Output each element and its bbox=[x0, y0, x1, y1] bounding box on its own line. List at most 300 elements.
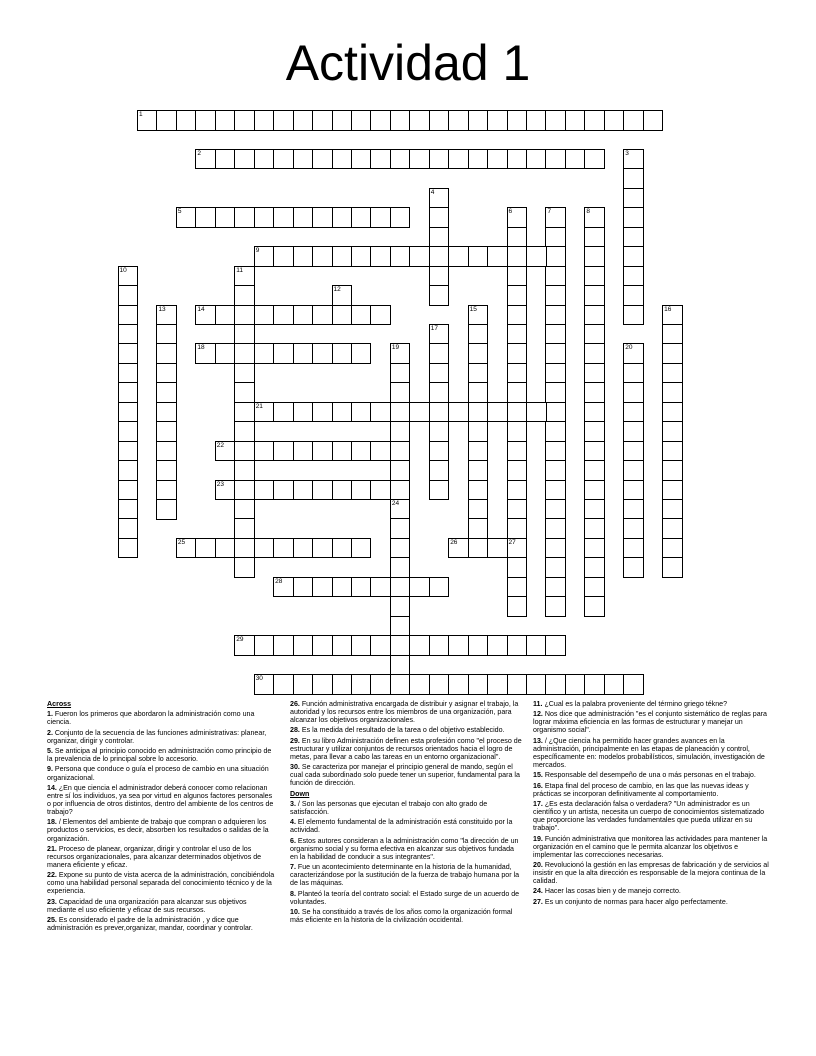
crossword-cell[interactable] bbox=[293, 305, 314, 326]
crossword-cell[interactable] bbox=[293, 246, 314, 267]
crossword-cell[interactable] bbox=[332, 246, 353, 267]
crossword-cell[interactable] bbox=[623, 674, 644, 695]
crossword-cell[interactable] bbox=[351, 674, 372, 695]
crossword-cell[interactable] bbox=[545, 635, 566, 656]
crossword-cell[interactable] bbox=[254, 402, 275, 423]
crossword-cell[interactable] bbox=[176, 538, 197, 559]
crossword-cell[interactable] bbox=[448, 538, 469, 559]
crossword-cell[interactable] bbox=[545, 441, 566, 462]
crossword-cell[interactable] bbox=[584, 363, 605, 384]
crossword-cell[interactable] bbox=[351, 402, 372, 423]
crossword-cell[interactable] bbox=[429, 246, 450, 267]
crossword-cell[interactable] bbox=[254, 674, 275, 695]
crossword-cell[interactable] bbox=[370, 402, 391, 423]
crossword-cell[interactable] bbox=[332, 538, 353, 559]
crossword-cell[interactable] bbox=[234, 557, 255, 578]
crossword-cell[interactable] bbox=[429, 577, 450, 598]
crossword-cell[interactable] bbox=[273, 207, 294, 228]
crossword-cell[interactable] bbox=[234, 441, 255, 462]
crossword-cell[interactable] bbox=[448, 246, 469, 267]
crossword-cell[interactable] bbox=[195, 110, 216, 131]
crossword-cell[interactable] bbox=[584, 110, 605, 131]
crossword-cell[interactable] bbox=[293, 538, 314, 559]
crossword-cell[interactable] bbox=[468, 343, 489, 364]
crossword-cell[interactable] bbox=[584, 441, 605, 462]
crossword-cell[interactable] bbox=[507, 207, 528, 228]
crossword-cell[interactable] bbox=[468, 324, 489, 345]
crossword-cell[interactable] bbox=[623, 402, 644, 423]
crossword-cell[interactable] bbox=[390, 343, 411, 364]
crossword-cell[interactable] bbox=[429, 110, 450, 131]
crossword-cell[interactable] bbox=[545, 246, 566, 267]
crossword-cell[interactable] bbox=[332, 441, 353, 462]
crossword-cell[interactable] bbox=[584, 246, 605, 267]
crossword-cell[interactable] bbox=[273, 246, 294, 267]
crossword-cell[interactable] bbox=[662, 441, 683, 462]
crossword-cell[interactable] bbox=[234, 402, 255, 423]
crossword-cell[interactable] bbox=[254, 480, 275, 501]
crossword-cell[interactable] bbox=[370, 110, 391, 131]
crossword-cell[interactable] bbox=[545, 227, 566, 248]
crossword-cell[interactable] bbox=[195, 343, 216, 364]
crossword-cell[interactable] bbox=[448, 674, 469, 695]
crossword-cell[interactable] bbox=[156, 363, 177, 384]
crossword-cell[interactable] bbox=[545, 363, 566, 384]
crossword-cell[interactable] bbox=[468, 402, 489, 423]
crossword-cell[interactable] bbox=[254, 538, 275, 559]
crossword-cell[interactable] bbox=[662, 402, 683, 423]
crossword-cell[interactable] bbox=[662, 538, 683, 559]
crossword-cell[interactable] bbox=[507, 266, 528, 287]
crossword-cell[interactable] bbox=[254, 305, 275, 326]
crossword-cell[interactable] bbox=[584, 324, 605, 345]
crossword-cell[interactable] bbox=[429, 674, 450, 695]
crossword-cell[interactable] bbox=[234, 635, 255, 656]
crossword-cell[interactable] bbox=[545, 110, 566, 131]
crossword-cell[interactable] bbox=[545, 421, 566, 442]
crossword-cell[interactable] bbox=[487, 538, 508, 559]
crossword-cell[interactable] bbox=[254, 110, 275, 131]
crossword-cell[interactable] bbox=[370, 207, 391, 228]
crossword-cell[interactable] bbox=[215, 305, 236, 326]
crossword-cell[interactable] bbox=[545, 577, 566, 598]
crossword-cell[interactable] bbox=[273, 674, 294, 695]
crossword-cell[interactable] bbox=[390, 557, 411, 578]
crossword-cell[interactable] bbox=[545, 266, 566, 287]
crossword-cell[interactable] bbox=[429, 402, 450, 423]
crossword-cell[interactable] bbox=[429, 363, 450, 384]
crossword-cell[interactable] bbox=[215, 343, 236, 364]
crossword-cell[interactable] bbox=[409, 577, 430, 598]
crossword-cell[interactable] bbox=[468, 538, 489, 559]
crossword-cell[interactable] bbox=[312, 207, 333, 228]
crossword-cell[interactable] bbox=[623, 266, 644, 287]
crossword-cell[interactable] bbox=[623, 480, 644, 501]
crossword-cell[interactable] bbox=[429, 149, 450, 170]
crossword-cell[interactable] bbox=[507, 421, 528, 442]
crossword-cell[interactable] bbox=[526, 149, 547, 170]
crossword-cell[interactable] bbox=[545, 149, 566, 170]
crossword-cell[interactable] bbox=[623, 421, 644, 442]
crossword-cell[interactable] bbox=[429, 421, 450, 442]
crossword-cell[interactable] bbox=[662, 382, 683, 403]
crossword-cell[interactable] bbox=[156, 499, 177, 520]
crossword-cell[interactable] bbox=[409, 635, 430, 656]
crossword-cell[interactable] bbox=[429, 266, 450, 287]
crossword-cell[interactable] bbox=[390, 577, 411, 598]
crossword-cell[interactable] bbox=[312, 149, 333, 170]
crossword-cell[interactable] bbox=[487, 149, 508, 170]
crossword-cell[interactable] bbox=[429, 441, 450, 462]
crossword-cell[interactable] bbox=[623, 188, 644, 209]
crossword-cell[interactable] bbox=[351, 246, 372, 267]
crossword-cell[interactable] bbox=[312, 305, 333, 326]
crossword-cell[interactable] bbox=[215, 480, 236, 501]
crossword-cell[interactable] bbox=[468, 674, 489, 695]
crossword-cell[interactable] bbox=[507, 343, 528, 364]
crossword-cell[interactable] bbox=[584, 577, 605, 598]
crossword-cell[interactable] bbox=[351, 538, 372, 559]
crossword-cell[interactable] bbox=[545, 207, 566, 228]
crossword-cell[interactable] bbox=[468, 110, 489, 131]
crossword-cell[interactable] bbox=[468, 441, 489, 462]
crossword-cell[interactable] bbox=[118, 518, 139, 539]
crossword-cell[interactable] bbox=[390, 674, 411, 695]
crossword-cell[interactable] bbox=[507, 285, 528, 306]
crossword-cell[interactable] bbox=[332, 343, 353, 364]
crossword-cell[interactable] bbox=[623, 382, 644, 403]
crossword-cell[interactable] bbox=[156, 460, 177, 481]
crossword-cell[interactable] bbox=[390, 655, 411, 676]
crossword-cell[interactable] bbox=[195, 207, 216, 228]
crossword-cell[interactable] bbox=[623, 518, 644, 539]
crossword-cell[interactable] bbox=[156, 110, 177, 131]
crossword-cell[interactable] bbox=[545, 382, 566, 403]
crossword-cell[interactable] bbox=[662, 363, 683, 384]
crossword-cell[interactable] bbox=[370, 441, 391, 462]
crossword-cell[interactable] bbox=[390, 363, 411, 384]
crossword-cell[interactable] bbox=[312, 577, 333, 598]
crossword-cell[interactable] bbox=[351, 110, 372, 131]
crossword-cell[interactable] bbox=[662, 499, 683, 520]
crossword-cell[interactable] bbox=[332, 110, 353, 131]
crossword-cell[interactable] bbox=[176, 110, 197, 131]
crossword-cell[interactable] bbox=[156, 324, 177, 345]
crossword-cell[interactable] bbox=[351, 635, 372, 656]
crossword-cell[interactable] bbox=[118, 363, 139, 384]
crossword-cell[interactable] bbox=[429, 285, 450, 306]
crossword-cell[interactable] bbox=[390, 616, 411, 637]
crossword-cell[interactable] bbox=[507, 635, 528, 656]
crossword-cell[interactable] bbox=[254, 343, 275, 364]
crossword-cell[interactable] bbox=[312, 635, 333, 656]
crossword-cell[interactable] bbox=[604, 674, 625, 695]
crossword-cell[interactable] bbox=[234, 207, 255, 228]
crossword-cell[interactable] bbox=[545, 538, 566, 559]
crossword-cell[interactable] bbox=[156, 305, 177, 326]
crossword-cell[interactable] bbox=[370, 674, 391, 695]
crossword-cell[interactable] bbox=[370, 577, 391, 598]
crossword-cell[interactable] bbox=[293, 149, 314, 170]
crossword-cell[interactable] bbox=[118, 382, 139, 403]
crossword-cell[interactable] bbox=[234, 285, 255, 306]
crossword-cell[interactable] bbox=[409, 246, 430, 267]
crossword-cell[interactable] bbox=[234, 382, 255, 403]
crossword-cell[interactable] bbox=[643, 110, 664, 131]
crossword-cell[interactable] bbox=[429, 207, 450, 228]
crossword-cell[interactable] bbox=[390, 207, 411, 228]
crossword-cell[interactable] bbox=[293, 480, 314, 501]
crossword-cell[interactable] bbox=[507, 110, 528, 131]
crossword-cell[interactable] bbox=[429, 480, 450, 501]
crossword-cell[interactable] bbox=[468, 421, 489, 442]
crossword-cell[interactable] bbox=[507, 382, 528, 403]
crossword-cell[interactable] bbox=[390, 518, 411, 539]
crossword-cell[interactable] bbox=[195, 538, 216, 559]
crossword-cell[interactable] bbox=[545, 285, 566, 306]
crossword-cell[interactable] bbox=[332, 285, 353, 306]
crossword-cell[interactable] bbox=[507, 363, 528, 384]
crossword-cell[interactable] bbox=[118, 538, 139, 559]
crossword-cell[interactable] bbox=[662, 557, 683, 578]
crossword-cell[interactable] bbox=[293, 110, 314, 131]
crossword-cell[interactable] bbox=[507, 480, 528, 501]
crossword-cell[interactable] bbox=[390, 441, 411, 462]
crossword-cell[interactable] bbox=[390, 110, 411, 131]
crossword-cell[interactable] bbox=[156, 441, 177, 462]
crossword-cell[interactable] bbox=[545, 499, 566, 520]
crossword-cell[interactable] bbox=[468, 480, 489, 501]
crossword-cell[interactable] bbox=[118, 402, 139, 423]
crossword-cell[interactable] bbox=[390, 499, 411, 520]
crossword-cell[interactable] bbox=[390, 596, 411, 617]
crossword-cell[interactable] bbox=[254, 207, 275, 228]
crossword-cell[interactable] bbox=[623, 305, 644, 326]
crossword-cell[interactable] bbox=[584, 149, 605, 170]
crossword-cell[interactable] bbox=[234, 538, 255, 559]
crossword-cell[interactable] bbox=[254, 149, 275, 170]
crossword-cell[interactable] bbox=[623, 441, 644, 462]
crossword-cell[interactable] bbox=[448, 110, 469, 131]
crossword-cell[interactable] bbox=[623, 227, 644, 248]
crossword-cell[interactable] bbox=[234, 363, 255, 384]
crossword-cell[interactable] bbox=[156, 421, 177, 442]
crossword-cell[interactable] bbox=[176, 207, 197, 228]
crossword-cell[interactable] bbox=[507, 460, 528, 481]
crossword-cell[interactable] bbox=[118, 441, 139, 462]
crossword-cell[interactable] bbox=[273, 635, 294, 656]
crossword-cell[interactable] bbox=[526, 110, 547, 131]
crossword-cell[interactable] bbox=[293, 674, 314, 695]
crossword-cell[interactable] bbox=[526, 674, 547, 695]
crossword-cell[interactable] bbox=[332, 480, 353, 501]
crossword-cell[interactable] bbox=[332, 577, 353, 598]
crossword-cell[interactable] bbox=[545, 518, 566, 539]
crossword-cell[interactable] bbox=[545, 480, 566, 501]
crossword-cell[interactable] bbox=[584, 382, 605, 403]
crossword-cell[interactable] bbox=[351, 480, 372, 501]
crossword-cell[interactable] bbox=[409, 149, 430, 170]
crossword-cell[interactable] bbox=[215, 149, 236, 170]
crossword-cell[interactable] bbox=[429, 343, 450, 364]
crossword-cell[interactable] bbox=[273, 538, 294, 559]
crossword-cell[interactable] bbox=[507, 518, 528, 539]
crossword-cell[interactable] bbox=[584, 343, 605, 364]
crossword-cell[interactable] bbox=[429, 324, 450, 345]
crossword-cell[interactable] bbox=[584, 557, 605, 578]
crossword-cell[interactable] bbox=[370, 246, 391, 267]
crossword-cell[interactable] bbox=[584, 402, 605, 423]
crossword-cell[interactable] bbox=[351, 343, 372, 364]
crossword-cell[interactable] bbox=[526, 635, 547, 656]
crossword-cell[interactable] bbox=[312, 480, 333, 501]
crossword-cell[interactable] bbox=[273, 305, 294, 326]
crossword-cell[interactable] bbox=[215, 441, 236, 462]
crossword-cell[interactable] bbox=[584, 499, 605, 520]
crossword-cell[interactable] bbox=[468, 460, 489, 481]
crossword-cell[interactable] bbox=[468, 518, 489, 539]
crossword-cell[interactable] bbox=[507, 577, 528, 598]
crossword-cell[interactable] bbox=[409, 674, 430, 695]
crossword-cell[interactable] bbox=[332, 305, 353, 326]
crossword-cell[interactable] bbox=[526, 246, 547, 267]
crossword-cell[interactable] bbox=[254, 441, 275, 462]
crossword-cell[interactable] bbox=[390, 538, 411, 559]
crossword-cell[interactable] bbox=[312, 246, 333, 267]
crossword-cell[interactable] bbox=[156, 343, 177, 364]
crossword-cell[interactable] bbox=[118, 305, 139, 326]
crossword-cell[interactable] bbox=[429, 460, 450, 481]
crossword-cell[interactable] bbox=[273, 402, 294, 423]
crossword-cell[interactable] bbox=[507, 557, 528, 578]
crossword-cell[interactable] bbox=[468, 499, 489, 520]
crossword-cell[interactable] bbox=[507, 674, 528, 695]
crossword-cell[interactable] bbox=[507, 227, 528, 248]
crossword-cell[interactable] bbox=[545, 557, 566, 578]
crossword-cell[interactable] bbox=[312, 343, 333, 364]
crossword-cell[interactable] bbox=[584, 421, 605, 442]
crossword-cell[interactable] bbox=[545, 324, 566, 345]
crossword-cell[interactable] bbox=[234, 324, 255, 345]
crossword-cell[interactable] bbox=[332, 674, 353, 695]
crossword-cell[interactable] bbox=[584, 266, 605, 287]
crossword-cell[interactable] bbox=[273, 441, 294, 462]
crossword-cell[interactable] bbox=[429, 382, 450, 403]
crossword-cell[interactable] bbox=[584, 305, 605, 326]
crossword-cell[interactable] bbox=[156, 480, 177, 501]
crossword-cell[interactable] bbox=[118, 285, 139, 306]
crossword-cell[interactable] bbox=[584, 227, 605, 248]
crossword-cell[interactable] bbox=[312, 402, 333, 423]
crossword-cell[interactable] bbox=[118, 460, 139, 481]
crossword-cell[interactable] bbox=[254, 246, 275, 267]
crossword-cell[interactable] bbox=[565, 149, 586, 170]
crossword-cell[interactable] bbox=[623, 557, 644, 578]
crossword-cell[interactable] bbox=[293, 441, 314, 462]
crossword-cell[interactable] bbox=[370, 635, 391, 656]
crossword-cell[interactable] bbox=[293, 343, 314, 364]
crossword-cell[interactable] bbox=[507, 402, 528, 423]
crossword-cell[interactable] bbox=[390, 149, 411, 170]
crossword-cell[interactable] bbox=[623, 168, 644, 189]
crossword-cell[interactable] bbox=[312, 674, 333, 695]
crossword-cell[interactable] bbox=[448, 402, 469, 423]
crossword-cell[interactable] bbox=[234, 266, 255, 287]
crossword-cell[interactable] bbox=[487, 110, 508, 131]
crossword-cell[interactable] bbox=[584, 596, 605, 617]
crossword-cell[interactable] bbox=[623, 246, 644, 267]
crossword-cell[interactable] bbox=[623, 343, 644, 364]
crossword-cell[interactable] bbox=[662, 305, 683, 326]
crossword-cell[interactable] bbox=[215, 538, 236, 559]
crossword-cell[interactable] bbox=[487, 246, 508, 267]
crossword-cell[interactable] bbox=[662, 460, 683, 481]
crossword-cell[interactable] bbox=[273, 149, 294, 170]
crossword-cell[interactable] bbox=[468, 382, 489, 403]
crossword-cell[interactable] bbox=[429, 635, 450, 656]
crossword-cell[interactable] bbox=[293, 577, 314, 598]
crossword-cell[interactable] bbox=[351, 305, 372, 326]
crossword-cell[interactable] bbox=[565, 110, 586, 131]
crossword-cell[interactable] bbox=[215, 110, 236, 131]
crossword-cell[interactable] bbox=[468, 246, 489, 267]
crossword-cell[interactable] bbox=[584, 207, 605, 228]
crossword-cell[interactable] bbox=[584, 460, 605, 481]
crossword-cell[interactable] bbox=[234, 499, 255, 520]
crossword-cell[interactable] bbox=[468, 635, 489, 656]
crossword-cell[interactable] bbox=[234, 110, 255, 131]
crossword-cell[interactable] bbox=[332, 207, 353, 228]
crossword-cell[interactable] bbox=[351, 149, 372, 170]
crossword-cell[interactable] bbox=[623, 285, 644, 306]
crossword-cell[interactable] bbox=[623, 110, 644, 131]
crossword-cell[interactable] bbox=[234, 518, 255, 539]
crossword-cell[interactable] bbox=[507, 149, 528, 170]
crossword-cell[interactable] bbox=[351, 207, 372, 228]
crossword-cell[interactable] bbox=[156, 382, 177, 403]
crossword-cell[interactable] bbox=[234, 460, 255, 481]
crossword-cell[interactable] bbox=[623, 207, 644, 228]
crossword-cell[interactable] bbox=[351, 577, 372, 598]
crossword-cell[interactable] bbox=[662, 421, 683, 442]
crossword-cell[interactable] bbox=[429, 188, 450, 209]
crossword-cell[interactable] bbox=[545, 596, 566, 617]
crossword-cell[interactable] bbox=[273, 343, 294, 364]
crossword-cell[interactable] bbox=[487, 674, 508, 695]
crossword-cell[interactable] bbox=[351, 441, 372, 462]
crossword-cell[interactable] bbox=[662, 343, 683, 364]
crossword-cell[interactable] bbox=[662, 518, 683, 539]
crossword-cell[interactable] bbox=[215, 207, 236, 228]
crossword-cell[interactable] bbox=[312, 110, 333, 131]
crossword-cell[interactable] bbox=[332, 149, 353, 170]
crossword-cell[interactable] bbox=[390, 382, 411, 403]
crossword-cell[interactable] bbox=[584, 674, 605, 695]
crossword-cell[interactable] bbox=[662, 480, 683, 501]
crossword-cell[interactable] bbox=[293, 207, 314, 228]
crossword-cell[interactable] bbox=[604, 110, 625, 131]
crossword-cell[interactable] bbox=[390, 246, 411, 267]
crossword-cell[interactable] bbox=[273, 480, 294, 501]
crossword-cell[interactable] bbox=[623, 460, 644, 481]
crossword-cell[interactable] bbox=[273, 110, 294, 131]
crossword-cell[interactable] bbox=[370, 149, 391, 170]
crossword-cell[interactable] bbox=[545, 674, 566, 695]
crossword-cell[interactable] bbox=[390, 480, 411, 501]
crossword-cell[interactable] bbox=[584, 480, 605, 501]
crossword-cell[interactable] bbox=[623, 149, 644, 170]
crossword-cell[interactable] bbox=[565, 674, 586, 695]
